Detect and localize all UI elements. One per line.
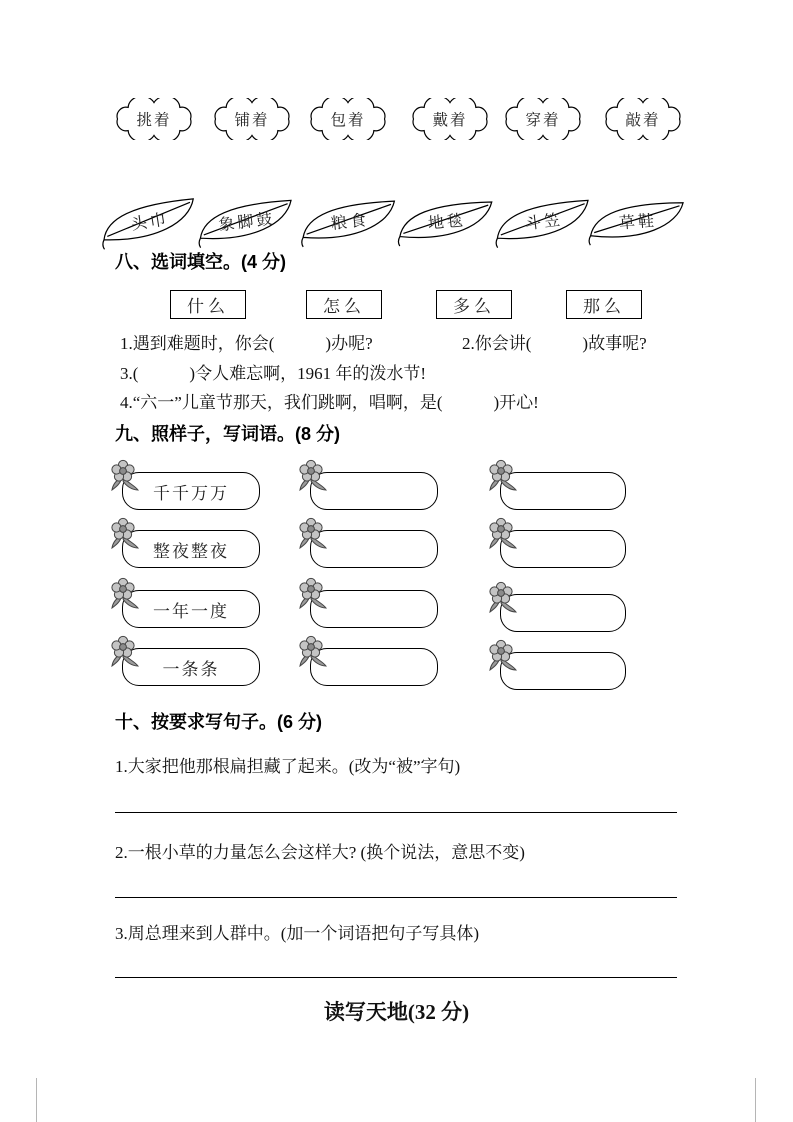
wordbox-blank-r4c3: [500, 652, 626, 690]
question-8-3: 3.( )令人难忘啊，1961 年的泼水节!: [120, 364, 426, 383]
cloud-word-label: 包着: [330, 112, 366, 129]
leaf-word-label: 粮食: [330, 212, 370, 233]
cloud-word-6: [601, 98, 685, 140]
wordbox-blank-r1c3: [500, 472, 626, 510]
option-label: 那么: [583, 297, 625, 316]
scan-artifact-line: [755, 1078, 756, 1122]
wordbox-example-label: 一条条: [162, 659, 220, 679]
question-8-4: 4.“六一”儿童节那天，我们跳啊，唱啊，是( )开心!: [120, 393, 539, 412]
wordbox-example-label: 千千万万: [153, 483, 229, 503]
cloud-word-label: 敲着: [625, 112, 661, 129]
flower-icon: [298, 577, 328, 609]
option-label: 怎么: [323, 297, 365, 316]
leaf-word-5: [490, 193, 599, 251]
leaf-word-label: 地毯: [427, 212, 467, 233]
cloud-word-4: [408, 98, 492, 140]
sentence-10-2: 2.一根小草的力量怎么会这样大? (换个说法，意思不变): [115, 843, 525, 862]
cloud-word-1: [112, 98, 196, 140]
cloud-word-5: [501, 98, 585, 140]
wordbox-blank-r3c2: [310, 590, 438, 628]
cloud-word-label: 铺着: [234, 112, 270, 129]
leaf-word-2: [193, 193, 302, 251]
question-8-2: 2.你会讲( )故事呢?: [462, 334, 647, 353]
wordbox-example-label: 整夜整夜: [153, 541, 229, 561]
wordbox-example-2: [122, 530, 260, 568]
section-10-title: 十、按要求写句子。(6 分): [115, 712, 322, 732]
sentence-10-3: 3.周总理来到人群中。(加一个词语把句子写具体): [115, 924, 480, 943]
cloud-word-2: [210, 98, 294, 140]
flower-icon: [298, 517, 328, 549]
wordbox-example-4: [122, 648, 260, 686]
option-label: 什么: [187, 297, 229, 316]
option-label: 多么: [453, 297, 495, 316]
wordbox-example-label: 一年一度: [153, 601, 229, 621]
wordbox-blank-r3c3: [500, 594, 626, 632]
cloud-word-3: [306, 98, 390, 140]
option-box-2: [306, 290, 382, 319]
leaf-word-label: 斗笠: [524, 211, 564, 234]
option-box-1: [170, 290, 246, 319]
leaf-word-6: [585, 195, 692, 248]
cloud-word-label: 挑着: [136, 112, 172, 129]
wordbox-blank-r4c2: [310, 648, 438, 686]
question-8-1: 1.遇到难题时，你会( )办呢?: [120, 334, 373, 353]
cloud-word-label: 戴着: [432, 112, 468, 129]
leaf-word-label: 头巾: [129, 211, 171, 234]
leaf-word-label: 象脚鼓: [217, 210, 277, 235]
flower-icon: [488, 581, 518, 613]
flower-icon: [488, 639, 518, 671]
leaf-word-label: 草鞋: [618, 212, 658, 233]
flower-icon: [488, 517, 518, 549]
leaf-word-3: [296, 194, 404, 251]
flower-icon: [488, 459, 518, 491]
leaf-word-4: [393, 195, 501, 250]
leaf-word-1: [95, 191, 205, 253]
wordbox-blank-r2c3: [500, 530, 626, 568]
scan-artifact-line: [36, 1078, 37, 1122]
section-9-title: 九、照样子，写词语。(8 分): [115, 424, 340, 444]
wordbox-blank-r1c2: [310, 472, 438, 510]
reading-writing-heading: 读写天地(32 分): [323, 1000, 470, 1024]
wordbox-example-1: [122, 472, 260, 510]
wordbox-blank-r2c2: [310, 530, 438, 568]
option-box-3: [436, 290, 512, 319]
answer-line-1: [115, 812, 677, 813]
cloud-word-label: 穿着: [525, 112, 561, 129]
flower-icon: [298, 459, 328, 491]
section-8-title: 八、选词填空。(4 分): [115, 252, 286, 272]
option-box-4: [566, 290, 642, 319]
wordbox-example-3: [122, 590, 260, 628]
answer-line-3: [115, 977, 677, 978]
answer-line-2: [115, 897, 677, 898]
sentence-10-1: 1.大家把他那根扁担藏了起来。(改为“被”字句): [115, 757, 461, 776]
flower-icon: [298, 635, 328, 667]
